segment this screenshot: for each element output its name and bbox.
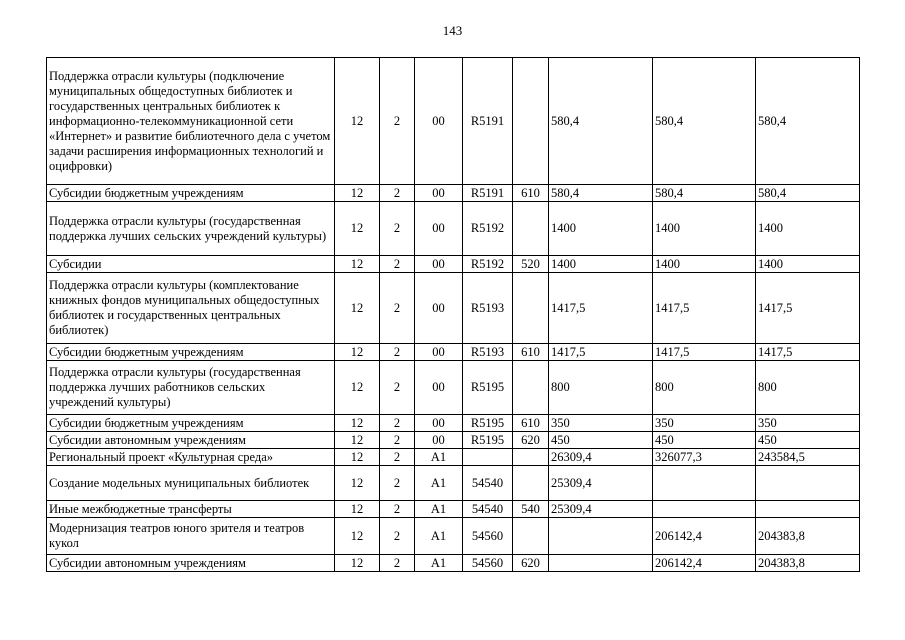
code-cell: R5192 — [463, 256, 513, 273]
amount-cell: 243584,5 — [756, 449, 860, 466]
amount-cell: 350 — [653, 415, 756, 432]
amount-cell: 350 — [549, 415, 653, 432]
code-cell: 00 — [415, 432, 463, 449]
amount-cell: 25309,4 — [549, 501, 653, 518]
code-cell: 2 — [380, 256, 415, 273]
table-row — [47, 185, 860, 202]
budget-table — [46, 57, 860, 572]
table-row — [47, 466, 860, 501]
code-cell: R5193 — [463, 344, 513, 361]
code-cell: 54540 — [463, 501, 513, 518]
amount-cell — [653, 466, 756, 501]
table-row — [47, 501, 860, 518]
code-cell: 12 — [335, 256, 380, 273]
amount-cell — [653, 501, 756, 518]
code-cell: 610 — [513, 344, 549, 361]
code-cell: 2 — [380, 501, 415, 518]
amount-cell: 1400 — [653, 256, 756, 273]
code-cell: R5195 — [463, 415, 513, 432]
table-row — [47, 555, 860, 572]
amount-cell: 1417,5 — [549, 273, 653, 344]
code-cell: 2 — [380, 202, 415, 256]
table-row — [47, 432, 860, 449]
code-cell: R5195 — [463, 432, 513, 449]
table-row — [47, 449, 860, 466]
amount-cell: 800 — [653, 361, 756, 415]
code-cell: 12 — [335, 58, 380, 185]
code-cell — [513, 273, 549, 344]
amount-cell: 800 — [756, 361, 860, 415]
code-cell: 00 — [415, 256, 463, 273]
code-cell: 12 — [335, 466, 380, 501]
code-cell: 620 — [513, 432, 549, 449]
row-name-cell: Региональный проект «Культурная среда» — [47, 449, 335, 466]
amount-cell — [756, 466, 860, 501]
amount-cell: 580,4 — [653, 185, 756, 202]
code-cell: 2 — [380, 466, 415, 501]
row-name-cell: Субсидии автономным учреждениям — [47, 432, 335, 449]
code-cell: 2 — [380, 518, 415, 555]
code-cell: 54560 — [463, 555, 513, 572]
amount-cell: 1400 — [549, 256, 653, 273]
amount-cell: 800 — [549, 361, 653, 415]
code-cell — [513, 449, 549, 466]
row-name-cell: Субсидии автономным учреждениям — [47, 555, 335, 572]
table-row — [47, 273, 860, 344]
page-number: 143 — [442, 23, 463, 38]
code-cell: 2 — [380, 415, 415, 432]
amount-cell: 1400 — [756, 202, 860, 256]
amount-cell: 450 — [756, 432, 860, 449]
code-cell: 12 — [335, 273, 380, 344]
amount-cell: 326077,3 — [653, 449, 756, 466]
amount-cell: 1417,5 — [756, 344, 860, 361]
row-name-cell: Субсидии бюджетным учреждениям — [47, 185, 335, 202]
table-row — [47, 344, 860, 361]
code-cell: R5193 — [463, 273, 513, 344]
amount-cell — [756, 501, 860, 518]
code-cell: 00 — [415, 202, 463, 256]
code-cell: 12 — [335, 432, 380, 449]
code-cell — [513, 202, 549, 256]
row-name-cell: Поддержка отрасли культуры (подключение муниципальных общедоступных библиотек и государственных центральных библиотек к информационно-телекоммуникационной сети «Интернет» и развитие библиотечного дела с учетом задачи расширения информационных технологий и оцифровки) — [47, 58, 335, 185]
code-cell: 2 — [380, 432, 415, 449]
code-cell: А1 — [415, 501, 463, 518]
amount-cell: 1400 — [756, 256, 860, 273]
amount-cell: 450 — [549, 432, 653, 449]
row-name-cell: Поддержка отрасли культуры (государственная поддержка лучших работников сельских учреждений культуры) — [47, 361, 335, 415]
amount-cell: 206142,4 — [653, 518, 756, 555]
amount-cell: 580,4 — [549, 185, 653, 202]
code-cell: 12 — [335, 344, 380, 361]
code-cell: R5191 — [463, 58, 513, 185]
row-name-cell: Иные межбюджетные трансферты — [47, 501, 335, 518]
code-cell: 520 — [513, 256, 549, 273]
code-cell: 00 — [415, 361, 463, 415]
code-cell: А1 — [415, 555, 463, 572]
amount-cell: 580,4 — [549, 58, 653, 185]
code-cell: 2 — [380, 273, 415, 344]
table-row — [47, 361, 860, 415]
code-cell — [513, 361, 549, 415]
amount-cell: 1417,5 — [653, 273, 756, 344]
amount-cell: 580,4 — [756, 185, 860, 202]
code-cell: 2 — [380, 449, 415, 466]
code-cell — [513, 518, 549, 555]
amount-cell: 1417,5 — [756, 273, 860, 344]
table-row — [47, 415, 860, 432]
amount-cell: 26309,4 — [549, 449, 653, 466]
code-cell: А1 — [415, 518, 463, 555]
code-cell: R5195 — [463, 361, 513, 415]
code-cell: 2 — [380, 361, 415, 415]
row-name-cell: Субсидии бюджетным учреждениям — [47, 344, 335, 361]
amount-cell: 1417,5 — [549, 344, 653, 361]
code-cell: 610 — [513, 415, 549, 432]
table-row — [47, 202, 860, 256]
amount-cell: 580,4 — [653, 58, 756, 185]
code-cell: 2 — [380, 344, 415, 361]
code-cell: 12 — [335, 555, 380, 572]
amount-cell: 204383,8 — [756, 555, 860, 572]
code-cell: 12 — [335, 449, 380, 466]
row-name-cell: Создание модельных муниципальных библиотек — [47, 466, 335, 501]
table-row — [47, 58, 860, 185]
amount-cell: 580,4 — [756, 58, 860, 185]
code-cell: 00 — [415, 415, 463, 432]
amount-cell: 1400 — [549, 202, 653, 256]
code-cell: А1 — [415, 466, 463, 501]
code-cell: R5192 — [463, 202, 513, 256]
amount-cell: 25309,4 — [549, 466, 653, 501]
amount-cell: 350 — [756, 415, 860, 432]
code-cell: 00 — [415, 344, 463, 361]
row-name-cell: Субсидии бюджетным учреждениям — [47, 415, 335, 432]
code-cell: 12 — [335, 361, 380, 415]
code-cell: 54560 — [463, 518, 513, 555]
code-cell: 12 — [335, 185, 380, 202]
code-cell: 12 — [335, 518, 380, 555]
row-name-cell: Поддержка отрасли культуры (государственная поддержка лучших сельских учреждений культуры) — [47, 202, 335, 256]
code-cell: 00 — [415, 58, 463, 185]
code-cell: 2 — [380, 555, 415, 572]
row-name-cell: Субсидии — [47, 256, 335, 273]
code-cell: 12 — [335, 501, 380, 518]
row-name-cell: Модернизация театров юного зрителя и театров кукол — [47, 518, 335, 555]
code-cell — [513, 466, 549, 501]
amount-cell — [549, 555, 653, 572]
code-cell: А1 — [415, 449, 463, 466]
amount-cell: 1417,5 — [653, 344, 756, 361]
code-cell: 610 — [513, 185, 549, 202]
amount-cell — [549, 518, 653, 555]
table-row — [47, 518, 860, 555]
code-cell: 620 — [513, 555, 549, 572]
code-cell — [463, 449, 513, 466]
code-cell: 12 — [335, 415, 380, 432]
code-cell: 00 — [415, 273, 463, 344]
code-cell: 540 — [513, 501, 549, 518]
amount-cell: 1400 — [653, 202, 756, 256]
code-cell: 54540 — [463, 466, 513, 501]
code-cell: 12 — [335, 202, 380, 256]
amount-cell: 450 — [653, 432, 756, 449]
table-row — [47, 256, 860, 273]
code-cell: R5191 — [463, 185, 513, 202]
amount-cell: 206142,4 — [653, 555, 756, 572]
amount-cell: 204383,8 — [756, 518, 860, 555]
code-cell: 00 — [415, 185, 463, 202]
row-name-cell: Поддержка отрасли культуры (комплектование книжных фондов муниципальных общедоступных библиотек и государственных центральных библиотек) — [47, 273, 335, 344]
code-cell: 2 — [380, 185, 415, 202]
code-cell: 2 — [380, 58, 415, 185]
code-cell — [513, 58, 549, 185]
